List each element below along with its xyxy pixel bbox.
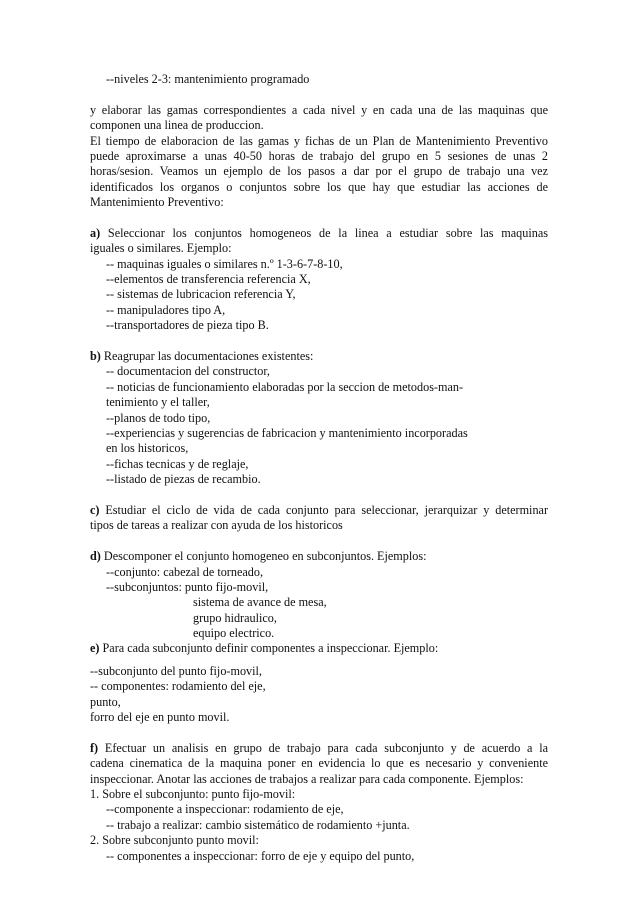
list-item: -- componentes a inspeccionar: forro de eje y equipo del punto, <box>106 848 415 863</box>
intro-line: y elaborar las gamas correspondientes a cada nivel y en cada una de las maquinas que <box>90 102 548 117</box>
list-item: 1. Sobre el subconjunto: punto fijo-movil: <box>90 786 296 801</box>
list-item: --elementos de transferencia referencia X, <box>106 272 311 287</box>
intro-line: identificados los organos o conjuntos sobre los que hay que estudiar las acciones de <box>90 179 548 194</box>
list-item: -- sistemas de lubricacion referencia Y, <box>106 287 296 302</box>
list-item: --experiencias y sugerencias de fabricacion y mantenimiento incorporadas <box>106 425 468 440</box>
list-item: tenimiento y el taller, <box>106 395 210 410</box>
intro-line: El tiempo de elaboracion de las gamas y fichas de un Plan de Mantenimiento Preventivo <box>90 133 548 148</box>
sub-list-item: grupo hidraulico, <box>193 610 277 625</box>
section-c <box>90 503 548 534</box>
intro-line: puede aproximarse a unas 40-50 horas de trabajo del grupo en 5 sesiones de unas 2 <box>90 148 548 163</box>
intro-line: componen una linea de produccion. <box>90 118 264 133</box>
section-f-line: inspeccionar. Anotar las acciones de trabajos a realizar para cada componente. Ejemplos: <box>90 771 524 786</box>
intro-paragraph <box>90 103 548 211</box>
list-item: -- trabajo a realizar: cambio sistemático de rodamiento +junta. <box>106 817 410 832</box>
section-a <box>90 226 548 334</box>
section-e <box>90 641 548 725</box>
section-c-line: c) Estudiar el ciclo de vida de cada conjunto para seleccionar, jerarquizar y determinar <box>90 502 549 517</box>
section-d-line: d) Descomponer el conjunto homogeneo en subconjuntos. Ejemplos: <box>90 549 427 564</box>
list-item: --fichas tecnicas y de reglaje, <box>106 456 249 471</box>
section-b-line: b) Reagrupar las documentaciones existentes: <box>90 349 314 364</box>
list-item: --conjunto: cabezal de torneado, <box>106 564 264 579</box>
section-a-line: a) Seleccionar los conjuntos homogeneos de la linea a estudiar sobre las maquinas <box>90 225 548 240</box>
intro-line: horas/sesion. Veamos un ejemplo de los pasos a dar por el grupo de trabajo una vez <box>90 164 548 179</box>
list-item: --subconjuntos: punto fijo-movil, <box>106 579 269 594</box>
list-item: --planos de todo tipo, <box>106 410 211 425</box>
list-item: 2. Sobre subconjunto punto movil: <box>90 833 259 848</box>
list-item: --componente a inspeccionar: rodamiento de eje, <box>106 802 344 817</box>
list-item: --listado de piezas de recambio. <box>106 472 261 487</box>
section-b <box>90 349 548 488</box>
section-f-line: f) Efectuar un analisis en grupo de trabajo para cada subconjunto y de acuerdo a la <box>90 740 548 755</box>
section-a-line: iguales o similares. Ejemplo: <box>90 241 232 256</box>
list-item: --subconjunto del punto fijo-movil, <box>90 663 262 678</box>
section-b-label: b) <box>90 349 101 364</box>
list-item: forro del eje en punto movil. <box>90 710 230 725</box>
section-c-label: c) <box>90 502 100 517</box>
section-d-label: d) <box>90 549 101 564</box>
intro-line: Mantenimiento Preventivo: <box>90 195 224 210</box>
list-item: -- componentes: rodamiento del eje, <box>90 679 266 694</box>
section-c-line: tipos de tareas a realizar con ayuda de los historicos <box>90 518 343 533</box>
section-e-label: e) <box>90 641 100 656</box>
list-item: -- noticias de funcionamiento elaboradas por la seccion de metodos-man- <box>106 379 464 394</box>
list-item: -- manipuladores tipo A, <box>106 302 226 317</box>
section-a-label: a) <box>90 225 101 240</box>
top-line: --niveles 2-3: mantenimiento programado <box>106 72 310 86</box>
section-d <box>90 549 548 641</box>
sub-list-item: equipo electrico. <box>193 626 275 641</box>
list-item: punto, <box>90 694 121 709</box>
section-f <box>90 741 548 864</box>
list-item: --transportadores de pieza tipo B. <box>106 318 269 333</box>
section-f-line: cadena cinematica de la maquina poner en evidencia lo que es necesario y conveniente <box>90 756 548 771</box>
section-e-line: e) Para cada subconjunto definir componentes a inspeccionar. Ejemplo: <box>90 641 439 656</box>
document-page <box>90 72 548 864</box>
list-item: -- maquinas iguales o similares n.º 1-3-6-7-8-10, <box>106 256 343 271</box>
section-f-label: f) <box>90 740 99 755</box>
list-item: en los historicos, <box>106 441 189 456</box>
list-item: -- documentacion del constructor, <box>106 364 270 379</box>
sub-list-item: sistema de avance de mesa, <box>193 595 327 610</box>
